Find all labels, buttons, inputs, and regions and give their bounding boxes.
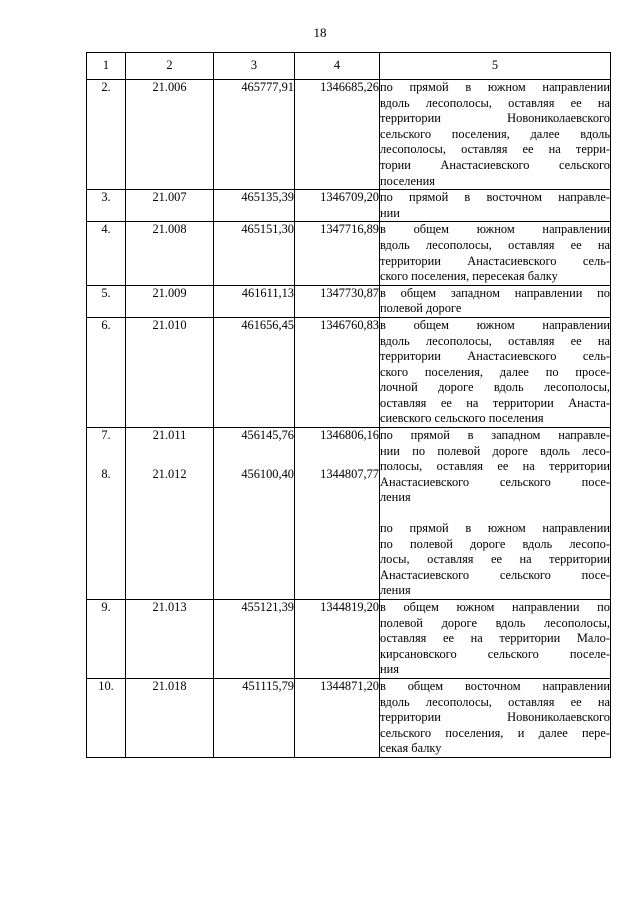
point-id-cell-value: 21.011 [152, 428, 187, 443]
header-row [87, 53, 611, 80]
coordinate-y-cell [295, 600, 380, 679]
table-row [87, 80, 611, 190]
description-line: территории Новониколаевского [380, 111, 610, 126]
coordinate-x-cell [214, 317, 295, 427]
description-line: кирсановского сельского поселе- [380, 646, 610, 661]
page-number: 18 [313, 25, 327, 40]
coordinate-y-cell [295, 317, 380, 427]
coordinate-y-cell-value: 1346709,20 [320, 190, 379, 205]
description-line: ского поселения, пересекая балку [380, 269, 558, 284]
description-line: в общем восточном направлении [380, 678, 610, 693]
row-number-cell [87, 317, 126, 427]
description-text [380, 428, 610, 506]
description-line: по прямой в южном направлении [380, 521, 610, 536]
description-line: по полевой дороге вдоль лесопо- [380, 536, 610, 551]
description-line: вдоль лесополосы, оставляя ее на [380, 237, 610, 252]
header-cell: 1 [87, 53, 126, 80]
row-number-cell-value: 5. [101, 285, 111, 300]
description-text [380, 521, 610, 599]
description-line: сиевского сельского поселения [380, 411, 544, 426]
description-line: сельского поселения, далее вдоль [380, 126, 610, 141]
description-line: в общем южном направлении [380, 317, 610, 332]
coordinate-y-cell [295, 190, 380, 222]
point-id-cell [126, 600, 214, 679]
description-line: по прямой в южном направлении [380, 80, 610, 94]
description-line: территории Новониколаевского [380, 710, 610, 725]
coordinate-x-cell [214, 678, 295, 757]
coordinate-y-cell [295, 80, 380, 190]
description-cell [380, 317, 611, 427]
row-number-cell [87, 222, 126, 285]
coordinate-y-cell [295, 428, 380, 600]
table-row [87, 600, 611, 679]
description-text [380, 286, 610, 317]
description-line: вдоль лесополосы, оставляя ее на [380, 95, 610, 110]
header-cell: 5 [380, 53, 611, 80]
description-line: поселения [380, 173, 435, 188]
coordinate-x-cell [214, 600, 295, 679]
point-id-cell-value: 21.010 [152, 317, 187, 332]
description-line: оставляя ее на территории Анаста- [380, 395, 610, 410]
table-row [87, 285, 611, 317]
description-line: территории Анастасиевского сель- [380, 253, 610, 268]
header-cell: 3 [214, 53, 295, 80]
coordinate-y-cell-value: 1344871,20 [320, 678, 379, 693]
description-line: нии [380, 205, 400, 220]
description-cell [380, 190, 611, 222]
coordinate-x-cell [214, 80, 295, 190]
point-id-cell-value: 21.013 [152, 600, 187, 614]
coordinate-x-cell-value: 465151,30 [241, 222, 294, 237]
description-line: полевой дороге [380, 301, 462, 316]
coordinate-y-cell [295, 222, 380, 285]
description-line: ления [380, 490, 411, 505]
description-text [380, 222, 610, 284]
description-line: в общем западном направлении по [380, 285, 610, 300]
row-number-cell [87, 600, 126, 679]
description-line: лесополосы, оставляя ее на терри- [380, 142, 610, 157]
description-line: вдоль лесополосы, оставляя ее на [380, 694, 610, 709]
table-row [87, 222, 611, 285]
description-line: Анастасиевского сельского посе- [380, 567, 610, 582]
row-number-cell-value: 9. [101, 600, 111, 614]
coordinate-y-cell-value: 1346806,16 [320, 428, 379, 443]
header-cell: 4 [295, 53, 380, 80]
row-number-cell [87, 428, 126, 600]
coordinate-x-cell-value: 465777,91 [241, 80, 294, 94]
row-number-cell-value: 7. [101, 428, 111, 443]
description-line: полевой дороге вдоль лесополосы, [380, 615, 610, 630]
coordinate-x-cell-value: 456100,40 [241, 466, 294, 481]
row-number-cell-value: 8. [101, 466, 111, 481]
description-line: секая балку [380, 741, 442, 756]
description-cell [380, 222, 611, 285]
coordinate-x-cell-value: 451115,79 [242, 678, 294, 693]
description-line: ского поселения, далее по просе- [380, 364, 610, 379]
coordinate-y-cell-value: 1347716,89 [320, 222, 379, 237]
point-id-cell-value: 21.012 [152, 466, 187, 481]
table-body [87, 80, 611, 758]
description-line: тории Анастасиевского сельского [380, 157, 610, 172]
description-text [380, 600, 610, 678]
point-id-cell-value: 21.007 [152, 190, 187, 205]
point-id-cell [126, 80, 214, 190]
description-line: полосы, оставляя ее на территории [380, 459, 610, 474]
row-number-cell-value: 10. [98, 678, 114, 693]
point-id-cell [126, 317, 214, 427]
table-row [87, 678, 611, 757]
point-id-cell-value: 21.008 [152, 222, 187, 237]
description-line: в общем южном направлении [380, 222, 610, 237]
coordinate-x-cell-value: 461611,13 [241, 285, 294, 300]
description-line: сельского поселения, и далее пере- [380, 725, 610, 740]
coordinate-x-cell-value: 456145,76 [241, 428, 294, 443]
coordinate-x-cell-value: 465135,39 [241, 190, 294, 205]
row-number-cell-value: 4. [101, 222, 111, 237]
description-line: территории Анастасиевского сель- [380, 349, 610, 364]
description-cell [380, 80, 611, 190]
description-text [380, 80, 610, 189]
row-number-cell-value: 3. [101, 190, 111, 205]
coordinate-x-cell-value: 461656,45 [241, 317, 294, 332]
point-id-cell [126, 222, 214, 285]
coordinate-x-cell [214, 222, 295, 285]
coordinate-x-cell [214, 428, 295, 600]
coordinate-x-cell [214, 285, 295, 317]
row-number-cell [87, 190, 126, 222]
description-cell [380, 678, 611, 757]
row-number-cell-value: 2. [101, 80, 111, 94]
table-row [87, 190, 611, 222]
description-line: ния [380, 662, 399, 677]
description-cell [380, 600, 611, 679]
description-line: в общем южном направлении по [380, 600, 610, 614]
point-id-cell-value: 21.006 [152, 80, 187, 94]
point-id-cell [126, 285, 214, 317]
coordinate-y-cell [295, 285, 380, 317]
boundary-table [86, 52, 611, 758]
coordinate-y-cell-value: 1344819,20 [320, 600, 379, 614]
coordinate-y-cell-value: 1344807,77 [320, 466, 379, 481]
description-line: Анастасиевского сельского посе- [380, 474, 610, 489]
coordinate-y-cell-value: 1346685,26 [320, 80, 379, 94]
row-number-cell-value: 6. [101, 317, 111, 332]
coordinate-y-cell-value: 1347730,87 [320, 285, 379, 300]
description-cell [380, 285, 611, 317]
table-row [87, 428, 611, 600]
description-line: лочной дороге вдоль лесополосы, [380, 380, 610, 395]
header-cell: 2 [126, 53, 214, 80]
coordinate-x-cell-value: 455121,39 [241, 600, 294, 614]
coordinate-x-cell [214, 190, 295, 222]
coordinate-y-cell [295, 678, 380, 757]
point-id-cell-value: 21.018 [152, 678, 187, 693]
point-id-cell [126, 190, 214, 222]
description-text [380, 190, 610, 221]
point-id-cell-value: 21.009 [152, 285, 187, 300]
description-line: вдоль лесополосы, оставляя ее на [380, 333, 610, 348]
row-number-cell [87, 285, 126, 317]
description-line: нии по полевой дороге вдоль лесо- [380, 443, 610, 458]
description-text [380, 679, 610, 757]
description-line: по прямой в западном направле- [380, 428, 610, 443]
description-text [380, 318, 610, 427]
description-cell [380, 428, 611, 600]
description-line: по прямой в восточном направле- [380, 190, 610, 205]
description-line: ления [380, 583, 411, 598]
point-id-cell [126, 428, 214, 600]
row-number-cell [87, 80, 126, 190]
row-number-cell [87, 678, 126, 757]
description-line: лосы, оставляя ее на территории [380, 552, 610, 567]
table-row [87, 317, 611, 427]
coordinate-y-cell-value: 1346760,83 [320, 317, 379, 332]
point-id-cell [126, 678, 214, 757]
description-line: оставляя ее на территории Мало- [380, 631, 610, 646]
